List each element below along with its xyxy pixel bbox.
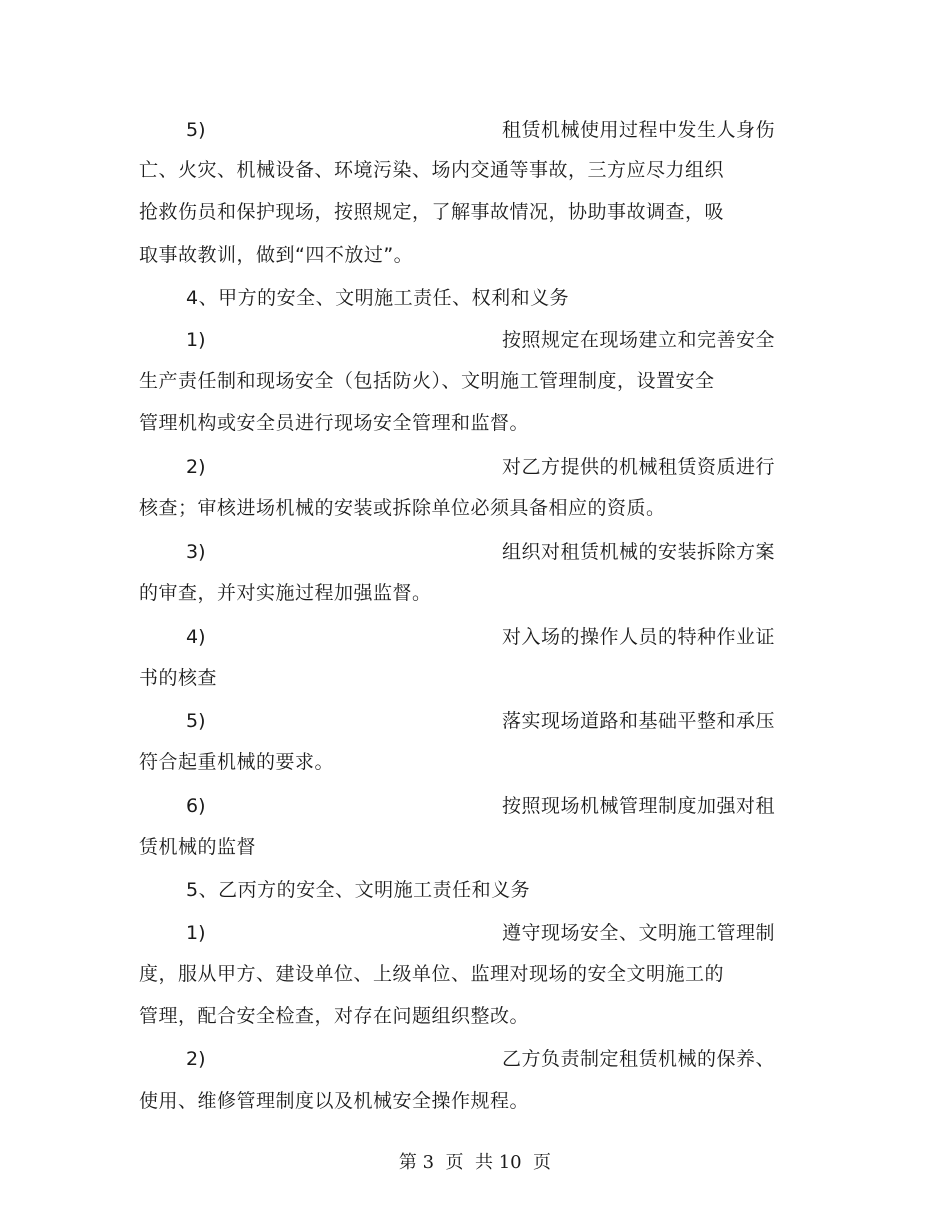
text-line: 核查；审核进场机械的安装或拆除单位必须具备相应的资质。 <box>139 497 666 519</box>
text-line: 生产责任制和现场安全（包括防火）、文明施工管理制度，设置安全 <box>139 370 715 392</box>
item-number: 3) <box>186 541 206 563</box>
item-first-line: 对乙方提供的机械租赁资质进行 <box>502 456 776 478</box>
item-first-line: 组织对租赁机械的安装拆除方案 <box>502 541 776 563</box>
item-first-line: 落实现场道路和基础平整和承压 <box>502 710 776 732</box>
item-first-line: 乙方负责制定租赁机械的保养、 <box>502 1048 776 1070</box>
item-first-line: 按照现场机械管理制度加强对租 <box>502 795 776 817</box>
text-line: 的审查，并对实施过程加强监督。 <box>139 582 432 604</box>
item-number: 1) <box>186 922 206 944</box>
item-first-line: 租赁机械使用过程中发生人身伤 <box>502 119 776 141</box>
text-line: 取事故教训，做到“四不放过”。 <box>139 244 414 266</box>
text-line: 管理，配合安全检查，对存在问题组织整改。 <box>139 1005 530 1027</box>
item-first-line: 遵守现场安全、文明施工管理制 <box>502 922 776 944</box>
text-line: 符合起重机械的要求。 <box>139 751 335 773</box>
item-first-line: 对入场的操作人员的特种作业证 <box>502 626 776 648</box>
section-heading: 4、甲方的安全、文明施工责任、权利和义务 <box>186 287 570 309</box>
item-number: 6) <box>186 795 206 817</box>
section-heading: 5、乙丙方的安全、文明施工责任和义务 <box>186 879 531 901</box>
text-line: 度，服从甲方、建设单位、上级单位、监理对现场的安全文明施工的 <box>139 963 725 985</box>
text-line: 抢救伤员和保护现场，按照规定，了解事故情况，协助事故调查，吸 <box>139 201 725 223</box>
text-line: 赁机械的监督 <box>139 836 257 858</box>
item-number: 5) <box>186 710 206 732</box>
text-line: 管理机构或安全员进行现场安全管理和监督。 <box>139 412 530 434</box>
text-line: 使用、维修管理制度以及机械安全操作规程。 <box>139 1090 530 1112</box>
item-number: 5) <box>186 119 206 141</box>
item-number: 4) <box>186 626 206 648</box>
item-number: 2) <box>186 1048 206 1070</box>
text-line: 亡、火灾、机械设备、环境污染、场内交通等事故，三方应尽力组织 <box>139 159 725 181</box>
page-footer: 第 3 页 共 10 页 <box>398 1152 552 1173</box>
text-line: 书的核查 <box>139 667 218 689</box>
item-number: 1) <box>186 329 206 351</box>
item-number: 2) <box>186 456 206 478</box>
item-first-line: 按照规定在现场建立和完善安全 <box>502 329 776 351</box>
